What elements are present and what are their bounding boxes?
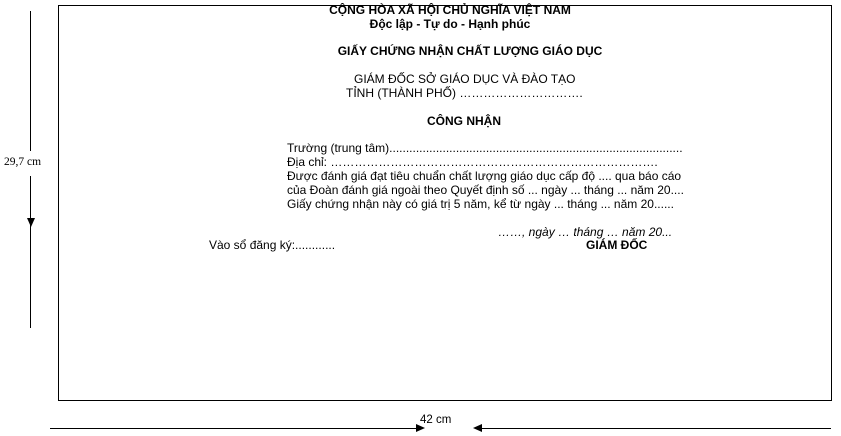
- national-motto: Độc lập - Tự do - Hạnh phúc: [369, 17, 531, 31]
- width-dimension-line-right: [481, 428, 831, 429]
- issuer-line-2: TỈNH (THÀNH PHỐ) ………………………….: [346, 86, 583, 100]
- recognition-heading: CÔNG NHẬN: [427, 114, 501, 128]
- issuer-line-1: GIÁM ĐỐC SỞ GIÁO DỤC VÀ ĐÀO TẠO: [354, 72, 576, 86]
- body-line-evaluation: Được đánh giá đạt tiêu chuẩn chất lượng giáo dục cấp độ .... qua báo cáo: [287, 169, 682, 183]
- height-dimension-line-top: [30, 11, 31, 151]
- height-dimension-label: 29,7 cm: [4, 156, 42, 168]
- body-line-address: Địa chỉ: ……………………………………………………………………….: [287, 155, 658, 169]
- body-line-school: Trường (trung tâm)........................................................................................: [287, 141, 683, 155]
- width-dimension-line-left: [50, 428, 420, 429]
- width-dimension-label: 42 cm: [420, 414, 452, 426]
- body-line-validity: Giấy chứng nhận này có giá trị 5 năm, kể từ ngày ... tháng ... năm 20......: [287, 197, 674, 211]
- registry-line: Vào sổ đăng ký:............: [209, 238, 336, 252]
- height-dimension-line-bottom: [30, 176, 31, 328]
- signature-title: GIÁM ĐỐC: [586, 238, 648, 252]
- national-header: CỘNG HÒA XÃ HỘI CHỦ NGHĨA VIỆT NAM: [329, 3, 571, 17]
- arrow-down-icon: [27, 218, 35, 227]
- body-line-decision: của Đoàn đánh giá ngoài theo Quyết định số ... ngày ... tháng ... năm 20....: [287, 183, 684, 197]
- date-line: ……, ngày … tháng … năm 20...: [498, 225, 673, 239]
- certificate-title: GIẤY CHỨNG NHẬN CHẤT LƯỢNG GIÁO DỤC: [337, 44, 603, 58]
